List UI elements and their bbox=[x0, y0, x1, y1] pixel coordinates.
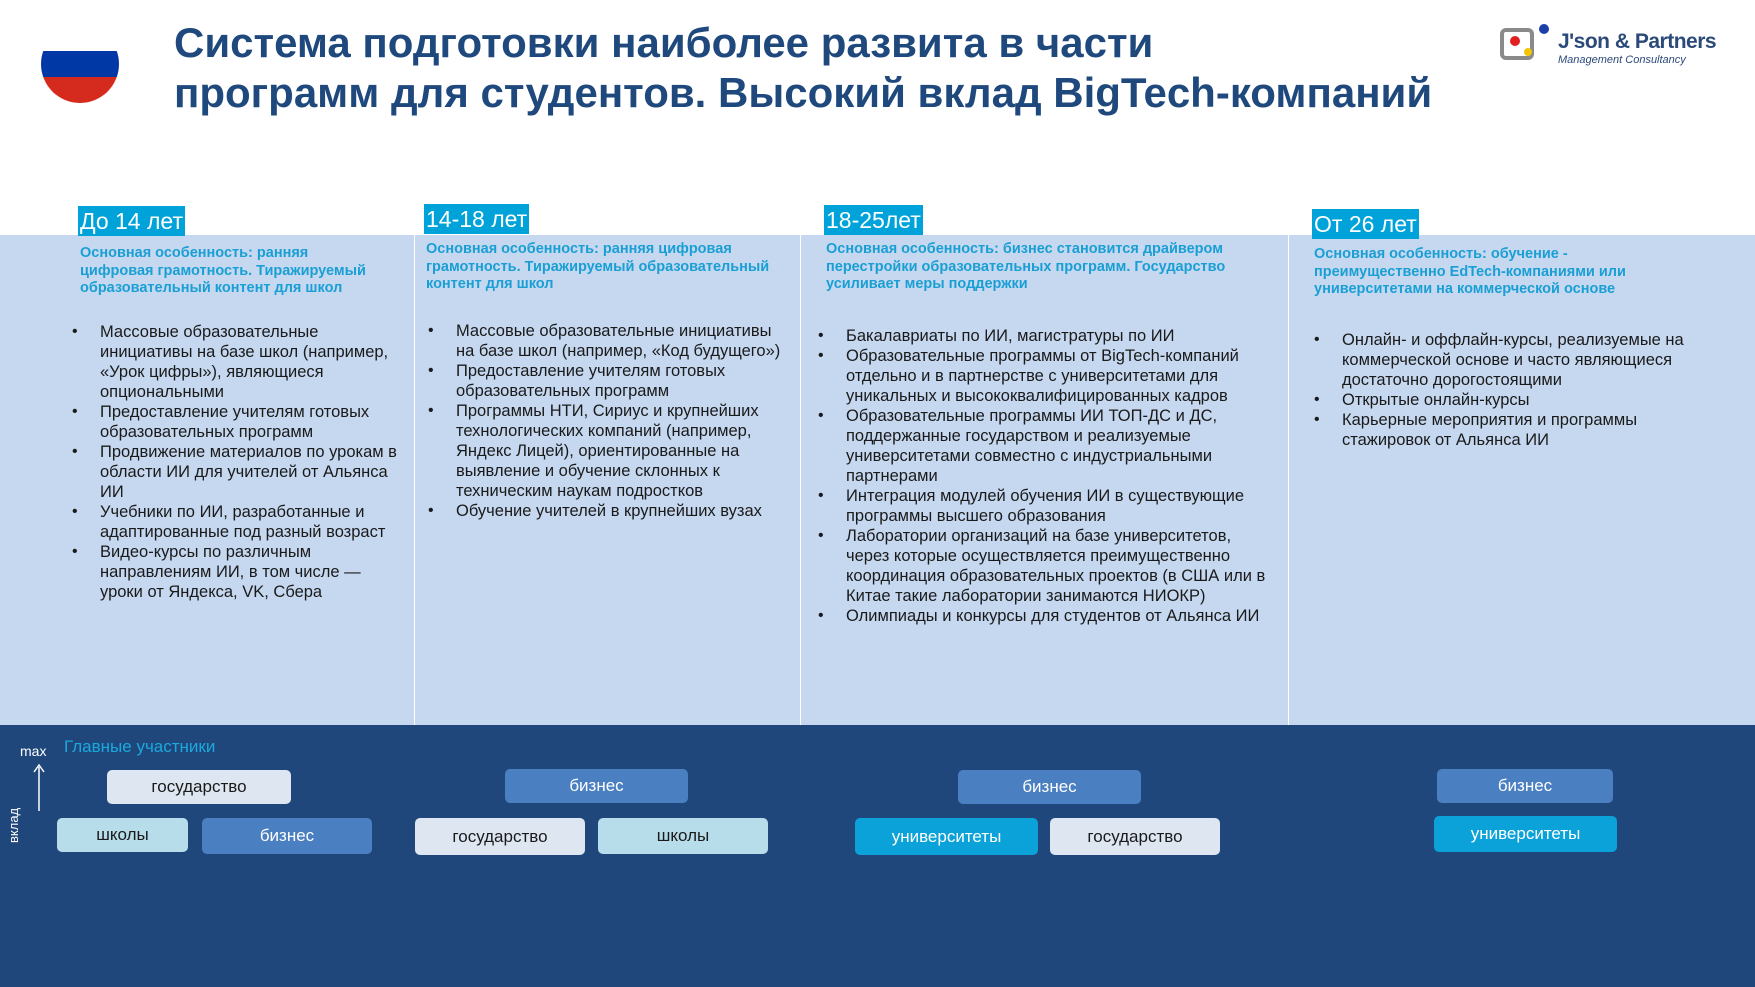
feature-text: Основная особенность: ранняя цифровая грамотность. Тиражируемый образовательный контент для школ bbox=[80, 245, 366, 296]
list-item: • Открытые онлайн-курсы bbox=[1314, 390, 1694, 410]
bullet-list bbox=[428, 321, 793, 521]
column-divider bbox=[1288, 235, 1289, 725]
list-item: • Массовые образовательные инициативы на базе школ (например, «Урок цифры»), являющиеся опциональными bbox=[72, 322, 398, 402]
participant-badge: школы bbox=[57, 818, 188, 852]
title-line-2: программ для студентов. Высокий вклад BigTech-компаний bbox=[174, 69, 1433, 116]
column-divider bbox=[800, 235, 801, 725]
list-item: • Лаборатории организаций на базе университетов, через которые осуществляется преимущественно координация образовательных проектов (в США или в Китае такие лаборатории занимаются НИОКР) bbox=[818, 526, 1273, 606]
company-logo bbox=[1500, 10, 1715, 72]
list-item: • Олимпиады и конкурсы для студентов от Альянса ИИ bbox=[818, 606, 1273, 626]
list-item: • Массовые образовательные инициативы на базе школ (например, «Код будущего») bbox=[428, 321, 793, 361]
list-item: • Предоставление учителям готовых образовательных программ bbox=[72, 402, 398, 442]
participant-badge: бизнес bbox=[1437, 769, 1613, 803]
participant-badge: государство bbox=[107, 770, 291, 804]
axis-label: вклад bbox=[6, 807, 21, 843]
page-title bbox=[174, 18, 1514, 118]
column-divider bbox=[414, 235, 415, 725]
age-label: 14-18 лет bbox=[426, 206, 528, 232]
list-item: • Учебники по ИИ, разработанные и адаптированные под разный возраст bbox=[72, 502, 398, 542]
list-item: • Программы НТИ, Сириус и крупнейших технологических компаний (например, Яндекс Лицей), ориентированные на выявление и обучение склонных к техническим наукам подростков bbox=[428, 401, 793, 501]
feature-text: Основная особенность: ранняя цифровая грамотность. Тиражируемый образовательный контент для школ bbox=[426, 241, 770, 292]
feature-text: Основная особенность: обучение - преимущественно EdTech-компаниями или университетами на коммерческой основе bbox=[1314, 246, 1626, 297]
list-item: • Карьерные мероприятия и программы стажировок от Альянса ИИ bbox=[1314, 410, 1694, 450]
age-label: До 14 лет bbox=[80, 208, 183, 234]
axis-max-label: max bbox=[20, 743, 47, 759]
logo-mark-icon bbox=[1500, 24, 1550, 64]
participants-band bbox=[0, 725, 1755, 987]
age-label: 18-25лет bbox=[826, 207, 921, 233]
axis-arrow-icon bbox=[33, 763, 45, 811]
russia-flag-icon bbox=[41, 25, 119, 103]
participants-title: Главные участники bbox=[64, 737, 216, 756]
list-item: • Интеграция модулей обучения ИИ в существующие программы высшего образования bbox=[818, 486, 1273, 526]
participant-badge: университеты bbox=[855, 818, 1038, 855]
participant-badge: государство bbox=[415, 818, 585, 855]
list-item: • Образовательные программы от BigTech-компаний отдельно и в партнерстве с университетами для уникальных и высококвалифицированных кадров bbox=[818, 346, 1273, 406]
feature-text: Основная особенность: бизнес становится драйвером перестройки образовательных программ. Государство усиливает меры поддержки bbox=[826, 241, 1226, 292]
list-item: • Предоставление учителям готовых образовательных программ bbox=[428, 361, 793, 401]
participant-badge: бизнес bbox=[202, 818, 372, 854]
bullet-list bbox=[72, 322, 398, 602]
age-label: От 26 лет bbox=[1314, 211, 1417, 237]
logo-name: J'son & Partners bbox=[1558, 30, 1717, 53]
list-item: • Бакалавриаты по ИИ, магистратуры по ИИ bbox=[818, 326, 1273, 346]
participant-badge: университеты bbox=[1434, 816, 1617, 852]
participant-badge: школы bbox=[598, 818, 768, 854]
bullet-list bbox=[818, 326, 1273, 626]
title-line-1: Система подготовки наиболее развита в части bbox=[174, 19, 1154, 66]
participant-badge: бизнес bbox=[958, 770, 1141, 804]
participant-badge: бизнес bbox=[505, 769, 688, 803]
participant-badge: государство bbox=[1050, 818, 1220, 855]
bullet-list bbox=[1314, 330, 1694, 450]
list-item: • Обучение учителей в крупнейших вузах bbox=[428, 501, 793, 521]
list-item: • Видео-курсы по различным направлениям ИИ, в том числе — уроки от Яндекса, VK, Сбера bbox=[72, 542, 398, 602]
list-item: • Онлайн- и оффлайн-курсы, реализуемые на коммерческой основе и часто являющиеся достаточно дорогостоящими bbox=[1314, 330, 1694, 390]
list-item: • Продвижение материалов по урокам в области ИИ для учителей от Альянса ИИ bbox=[72, 442, 398, 502]
logo-subtitle: Management Consultancy bbox=[1558, 54, 1686, 66]
list-item: • Образовательные программы ИИ ТОП-ДС и ДС, поддержанные государством и реализуемые университетами совместно с индустриальными партнерами bbox=[818, 406, 1273, 486]
